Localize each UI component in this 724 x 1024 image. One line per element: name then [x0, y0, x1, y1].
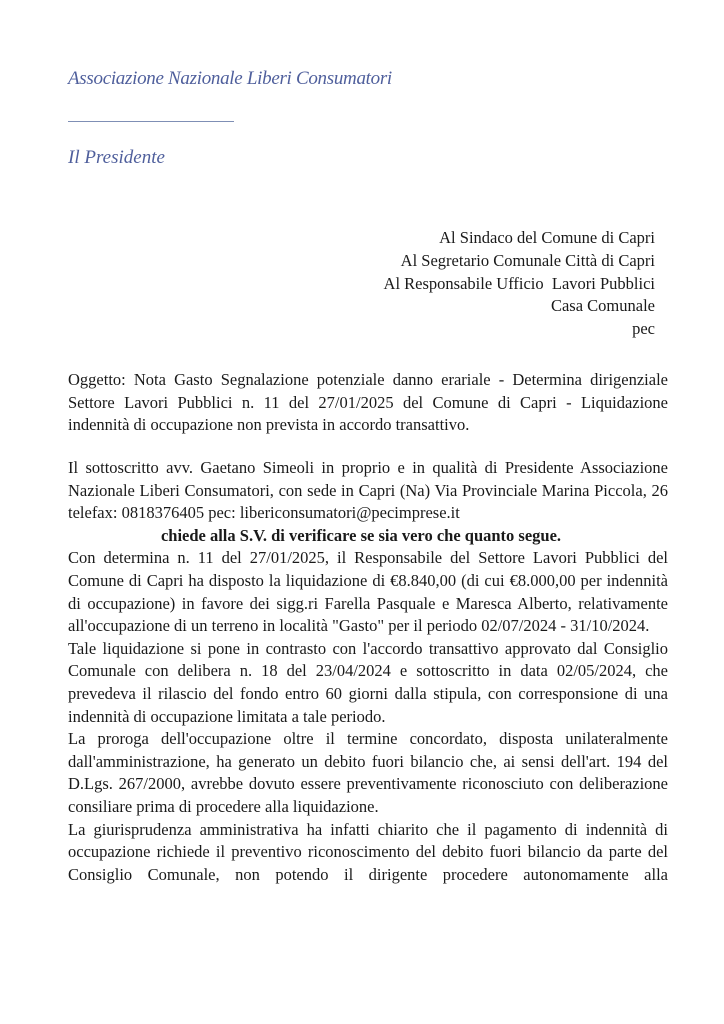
body-paragraph: Con determina n. 11 del 27/01/2025, il Responsabile del Settore Lavori Pubblici del Comune di Capri ha disposto la liquidazione di €8.840,00 (di cui €8.000,00 per indennità di occupazione) in favore dei sigg.ri Farella Pasquale e Maresca Alberto, relativamente all'occupazione di un terreno in località "Gasto" per il periodo 02/07/2024 - 31/10/2024. — [68, 548, 668, 636]
recipient-line: Al Sindaco del Comune di Capri — [439, 228, 655, 247]
body-paragraph: Tale liquidazione si pone in contrasto con l'accordo transattivo approvato dal Consiglio Comunale con delibera n. 18 del 23/04/2024 e sottoscritto in data 02/05/2024, che prevedeva il rilascio del fondo entro 60 giorni dalla stipula, con corresponsione di una indennità di occupazione limitata a tale periodo. — [68, 638, 668, 726]
letterhead-organization: Associazione Nazionale Liberi Consumatori — [68, 68, 392, 89]
letterhead-divider — [68, 121, 234, 122]
body-paragraph: La proroga dell'occupazione oltre il termine concordato, disposta unilateralmente dall'amministrazione, ha generato un debito fuori bilancio che, ai sensi dell'art. 194 del D.Lgs. 267/2000, avrebbe dovuto essere preventivamente riconosciuto con deliberazione consiliare prima di procedere alla liquidazione. — [68, 729, 668, 816]
recipient-line: pec — [632, 319, 655, 339]
request-statement: chiede alla S.V. di verificare se sia vero che quanto segue. — [160, 525, 562, 545]
recipient-line: Al Segretario Comunale Città di Capri — [400, 250, 655, 270]
recipient-line: Al Responsabile Ufficio Lavori Pubblici — [383, 273, 655, 293]
letter-body — [68, 457, 668, 886]
recipient-line: Casa Comunale — [550, 296, 655, 316]
subject-line: Oggetto: Nota Gasto Segnalazione potenziale danno erariale - Determina dirigenziale Settore Lavori Pubblici n. 11 del 27/01/2025 del Comune di Capri - Liquidazione indennità di occupazione non prevista in accordo transattivo. — [68, 370, 668, 435]
letterhead-role: Il Presidente — [68, 147, 165, 168]
recipients-block — [384, 227, 655, 341]
intro-paragraph: Il sottoscritto avv. Gaetano Simeoli in proprio e in qualità di Presidente Associazione Nazionale Liberi Consumatori, con sede in Capri (Na) Via Provinciale Marina Piccola, 26 telefax: 0818376405 pec: libericonsumatori@pecimprese.it — [68, 458, 668, 523]
body-paragraph: La giurisprudenza amministrativa ha infatti chiarito che il pagamento di indennità di occupazione richiede il preventivo riconoscimento del debito fuori bilancio da parte del Consiglio Comunale, non potendo il dirigente procedere autonomamente alla — [68, 819, 668, 884]
